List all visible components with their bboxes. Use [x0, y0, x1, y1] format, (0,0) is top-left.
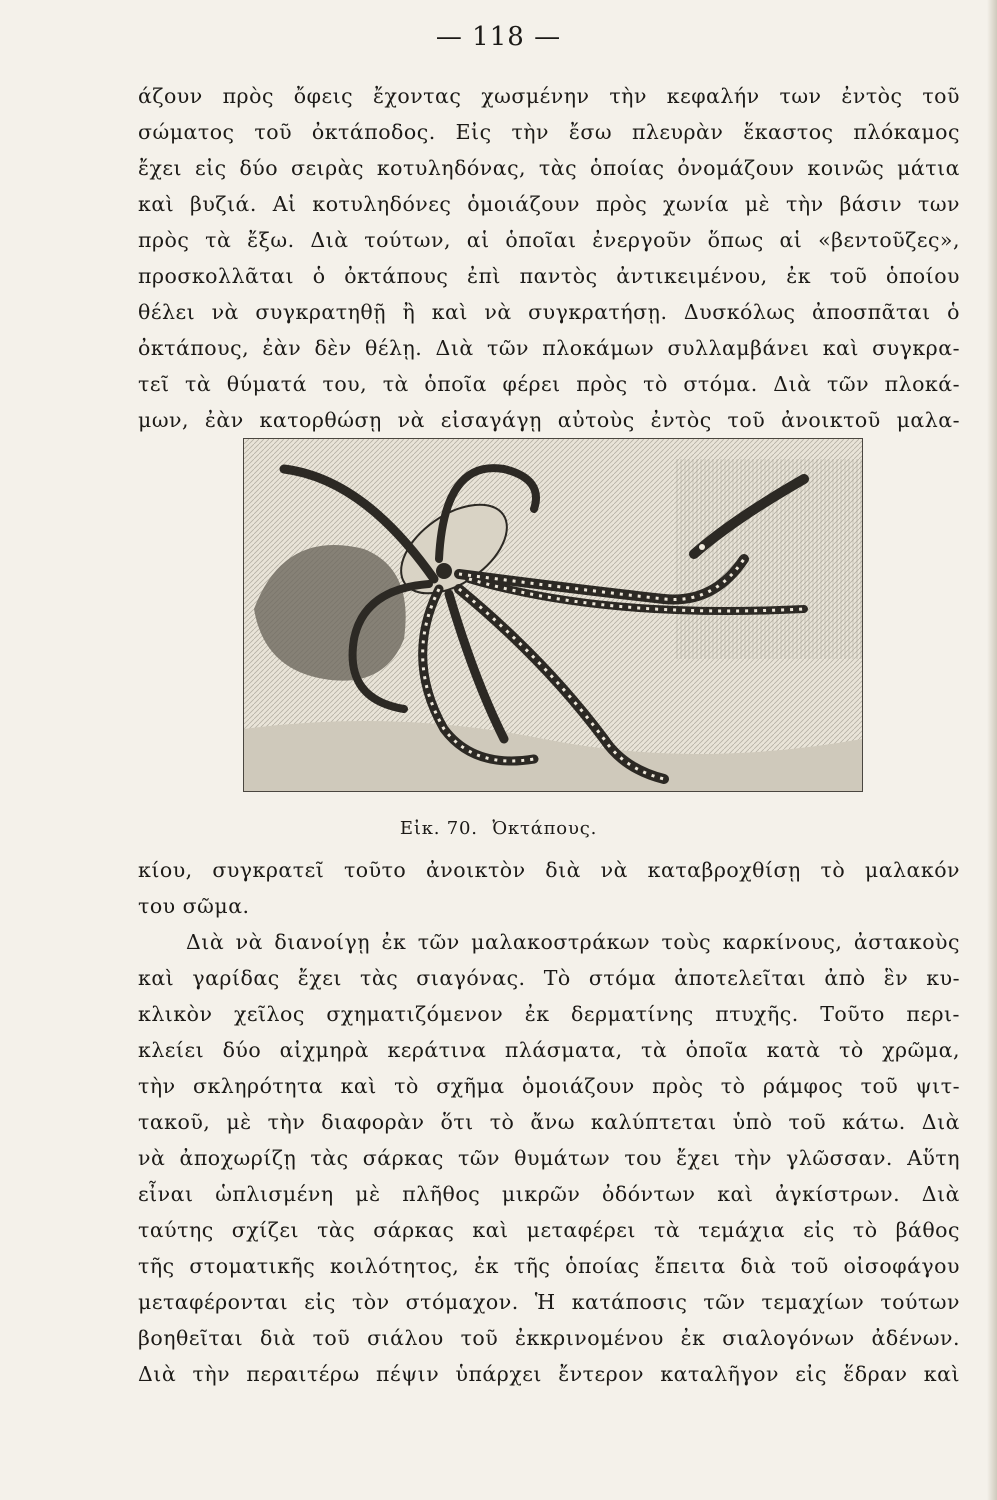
text-line: προσκολλᾶται ὁ ὀκτάπους ἐπὶ παντὸς ἀντικειμένου, ἐκ τοῦ ὁποίου — [138, 264, 960, 288]
text-line: κίου, συγκρατεῖ τοῦτο ἀνοικτὸν διὰ νὰ καταβροχθίσῃ τὸ μαλακόν — [138, 858, 960, 882]
figure-title: Ὀκτάπους. — [492, 818, 598, 839]
octopus-engraving — [244, 439, 862, 791]
text-line: ταύτης σχίζει τὰς σάρκας καὶ μεταφέρει τὰ τεμάχια εἰς τὸ βάθος — [138, 1218, 960, 1242]
text-line: Διὰ νὰ διανοίγῃ ἐκ τῶν μαλακοστράκων τοὺς καρκίνους, ἀστακοὺς — [186, 930, 960, 954]
text-line: ἔχει εἰς δύο σειρὰς κοτυληδόνας, τὰς ὁποίας ὀνομάζουν κοινῶς μάτια — [138, 156, 960, 180]
text-line: τακοῦ, μὲ τὴν διαφορὰν ὅτι τὸ ἄνω καλύπτεται ὑπὸ τοῦ κάτω. Διὰ — [138, 1110, 960, 1134]
paragraph-bottom — [138, 852, 960, 1392]
text-line: θέλει νὰ συγκρατηθῇ ἢ καὶ νὰ συγκρατήσῃ. Δυσκόλως ἀποσπᾶται ὁ — [138, 300, 960, 324]
text-line: του σῶμα. — [138, 894, 250, 918]
text-line: τῆς στοματικῆς κοιλότητος, ἐκ τῆς ὁποίας ἔπειτα διὰ τοῦ οἰσοφάγου — [138, 1254, 960, 1278]
text-line: μων, ἐὰν κατορθώσῃ νὰ εἰσαγάγῃ αὐτοὺς ἐντὸς τοῦ ἀνοικτοῦ μαλα- — [138, 408, 960, 432]
text-line: ὀκτάπους, ἐὰν δὲν θέλῃ. Διὰ τῶν πλοκάμων συλλαμβάνει καὶ συγκρα- — [138, 336, 960, 360]
paragraph-top — [138, 78, 960, 438]
text-line: σώματος τοῦ ὀκτάποδος. Εἰς τὴν ἔσω πλευρὰν ἕκαστος πλόκαμος — [138, 120, 960, 144]
text-line: τεῖ τὰ θύματά του, τὰ ὁποῖα φέρει πρὸς τὸ στόμα. Διὰ τῶν πλοκά- — [138, 372, 960, 396]
figure-label: Εἰκ. 70. — [399, 818, 478, 839]
text-line: καὶ βυζιά. Αἱ κοτυληδόνες ὁμοιάζουν πρὸς χωνία μὲ τὴν βάσιν των — [138, 192, 960, 216]
text-line: πρὸς τὰ ἔξω. Διὰ τούτων, αἱ ὁποῖαι ἐνεργοῦν ὅπως αἱ «βεντοῦζες», — [138, 228, 960, 252]
text-line: άζουν πρὸς ὄφεις ἔχοντας χωσμένην τὴν κεφαλήν των ἐντὸς τοῦ — [138, 84, 960, 108]
text-line: νὰ ἀποχωρίζῃ τὰς σάρκας τῶν θυμάτων του ἔχει τὴν γλῶσσαν. Αὕτη — [138, 1146, 960, 1170]
text-line: εἶναι ὡπλισμένη μὲ πλῆθος μικρῶν ὀδόντων καὶ ἀγκίστρων. Διὰ — [138, 1182, 960, 1206]
figure-caption — [0, 818, 997, 839]
page-edge-shadow — [987, 0, 997, 1500]
text-line: κλείει δύο αἰχμηρὰ κεράτινα πλάσματα, τὰ ὁποῖα κατὰ τὸ χρῶμα, — [138, 1038, 960, 1062]
text-line: Διὰ τὴν περαιτέρω πέψιν ὑπάρχει ἔντερον καταλῆγον εἰς ἕδραν καὶ — [138, 1362, 960, 1386]
text-line: τὴν σκληρότητα καὶ τὸ σχῆμα ὁμοιάζουν πρὸς τὸ ράμφος τοῦ ψιτ- — [138, 1074, 960, 1098]
text-line: καὶ γαρίδας ἔχει τὰς σιαγόνας. Τὸ στόμα ἀποτελεῖται ἀπὸ ἓν κυ- — [138, 966, 960, 990]
text-line: μεταφέρονται εἰς τὸν στόμαχον. Ἡ κατάποσις τῶν τεμαχίων τούτων — [138, 1290, 960, 1314]
octopus-illustration — [243, 438, 863, 792]
text-line: κλικὸν χεῖλος σχηματιζόμενον ἐκ δερματίνης πτυχῆς. Τοῦτο περι- — [138, 1002, 960, 1026]
page-number: — 118 — — [435, 22, 562, 52]
text-line: βοηθεῖται διὰ τοῦ σιάλου τοῦ ἐκκρινομένου ἐκ σιαλογόνων ἀδένων. — [138, 1326, 960, 1350]
